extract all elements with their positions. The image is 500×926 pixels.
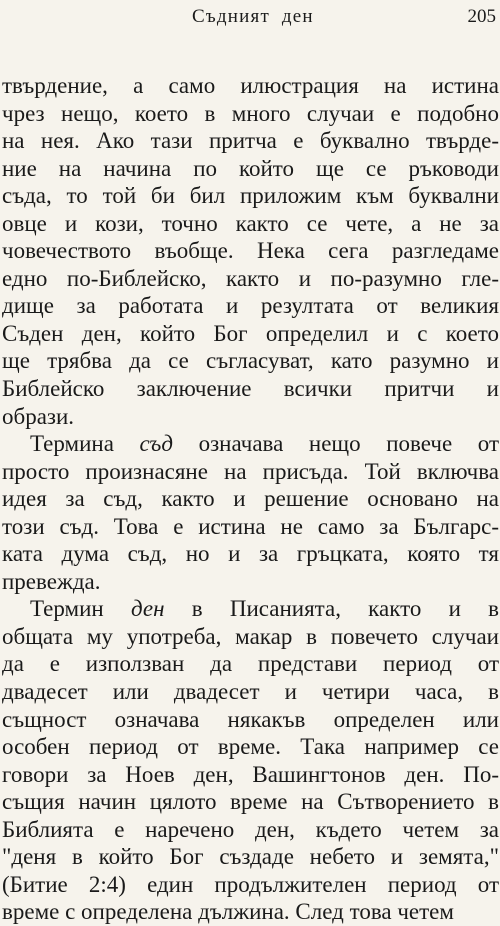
text-run: чрез нещо, което в много случаи е подобно <box>2 100 499 126</box>
text-run: "деня в който Бог създаде небето и земята," <box>2 844 499 870</box>
text-run: превежда. <box>2 568 101 594</box>
body-text <box>0 72 500 926</box>
text-line <box>0 485 500 513</box>
text-line <box>0 347 500 375</box>
text-line <box>0 540 500 568</box>
text-run: Библията е наречено ден, където четем за <box>2 816 499 842</box>
running-title: Съдният ден <box>192 6 314 27</box>
paragraph <box>0 595 500 926</box>
text-run: Термина <box>30 431 140 457</box>
text-line <box>0 871 500 899</box>
text-run: ката дума съд, но и за гръцката, която тя <box>2 541 499 567</box>
italic-term: съд <box>139 431 173 457</box>
text-line <box>0 733 500 761</box>
text-line <box>0 430 500 458</box>
text-run: човечеството въобще. Нека сега разгледаме <box>2 238 499 264</box>
text-line <box>0 320 500 348</box>
text-line <box>0 595 500 623</box>
text-run: същност означава някакъв определен или <box>2 706 499 732</box>
text-run: дище за работата и резултата от великия <box>2 293 499 319</box>
text-line <box>0 678 500 706</box>
text-run: двадесет или двадесет и четири часа, в <box>2 679 499 705</box>
text-run: в Писанията, както и в <box>164 596 499 622</box>
text-line <box>0 292 500 320</box>
text-run: говори за Ноев ден, Вашингтонов ден. По- <box>2 761 499 787</box>
text-line <box>0 788 500 816</box>
text-run: овце и кози, точно както се чете, а не за <box>2 210 499 236</box>
text-run: ще трябва да се съгласуват, като разумно и <box>2 348 499 374</box>
text-line <box>0 816 500 844</box>
text-line <box>0 155 500 183</box>
text-run: Термин <box>30 596 131 622</box>
text-run: този съд. Това е истина не само за Българс- <box>2 513 499 539</box>
text-run: ние на начина по който ще се ръководи <box>2 155 499 181</box>
text-run: твърдение, а само илюстрация на истина <box>2 73 499 98</box>
text-line <box>0 898 500 926</box>
text-run: общата му употреба, макар в повечето случаи <box>2 623 499 649</box>
paragraph <box>0 72 500 430</box>
running-head <box>0 6 500 32</box>
text-run: (Битие 2:4) един продължителен период от <box>2 871 499 897</box>
text-line <box>0 127 500 155</box>
text-run: Библейско заключение всички притчи и <box>2 376 499 402</box>
text-run: на нея. Ако тази притча е буквално твърде- <box>2 128 499 154</box>
text-line <box>0 568 500 596</box>
text-line <box>0 403 500 431</box>
text-line <box>0 375 500 403</box>
text-run: образи. <box>2 403 75 429</box>
text-run: означава нещо повече от <box>173 431 499 457</box>
text-run: съда, то той би бил приложим към буквални <box>2 183 499 209</box>
text-run: особен период от време. Така например се <box>2 734 499 760</box>
paragraph <box>0 430 500 595</box>
text-line <box>0 237 500 265</box>
text-line <box>0 72 500 100</box>
text-run: Съден ден, който Бог определил и с което <box>2 320 499 346</box>
text-line <box>0 182 500 210</box>
text-run: време с определена дължина. След това четем <box>2 899 454 925</box>
page-number: 205 <box>467 6 496 27</box>
text-line <box>0 761 500 789</box>
text-line <box>0 100 500 128</box>
text-run: едно по-Библейско, както и по-разумно гле- <box>2 265 499 291</box>
text-line <box>0 458 500 486</box>
italic-term: ден <box>130 596 165 622</box>
text-line <box>0 650 500 678</box>
text-line <box>0 210 500 238</box>
text-run: просто произнасяне на присъда. Той включва <box>2 458 499 484</box>
text-line <box>0 265 500 293</box>
text-run: идея за съд, както и решение основано на <box>2 486 499 512</box>
text-run: да е използван да представи период от <box>2 651 499 677</box>
text-run: същия начин цялото време на Сътворението в <box>2 789 499 815</box>
text-line <box>0 706 500 734</box>
text-line <box>0 513 500 541</box>
text-line <box>0 843 500 871</box>
text-line <box>0 623 500 651</box>
